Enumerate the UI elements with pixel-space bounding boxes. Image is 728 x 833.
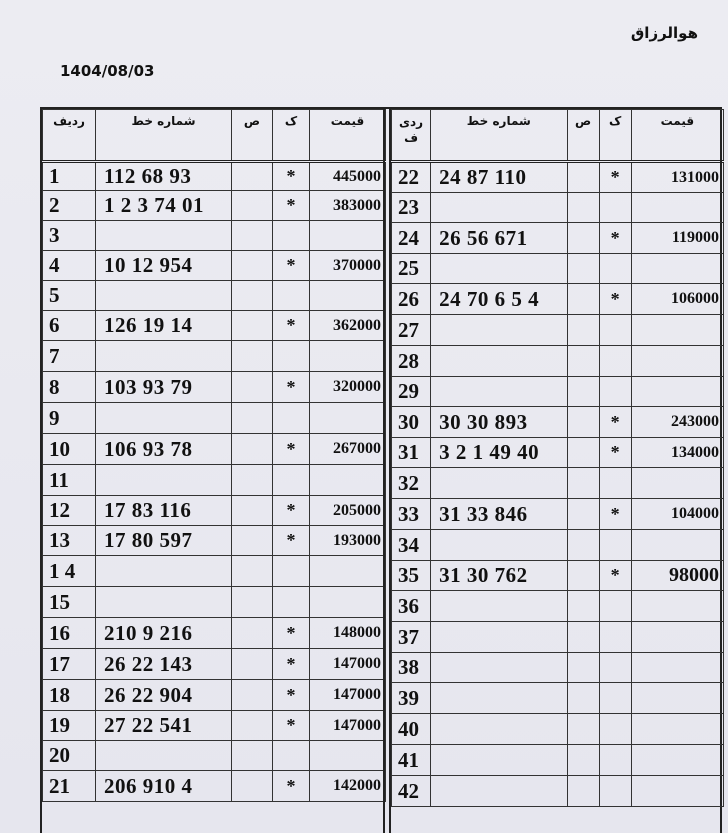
line-number-cell xyxy=(431,714,567,745)
line-number-cell xyxy=(431,377,567,407)
price-cell xyxy=(310,221,386,251)
price-cell: 106000 xyxy=(631,284,723,315)
k-mark-cell xyxy=(599,468,631,499)
row-number-cell: 16 xyxy=(43,618,96,649)
table-row xyxy=(392,776,724,807)
price-cell: 119000 xyxy=(631,223,723,254)
k-mark-cell xyxy=(599,653,631,683)
table-row xyxy=(392,561,724,591)
row-number-cell: 21 xyxy=(43,771,96,802)
line-number-cell xyxy=(96,341,232,372)
table-row xyxy=(43,771,386,802)
k-mark-cell: * xyxy=(599,162,631,193)
line-number-cell: 17 83 116 xyxy=(96,496,232,526)
line-number-cell xyxy=(431,193,567,223)
table-row xyxy=(392,622,724,653)
price-cell: 131000 xyxy=(631,162,723,193)
k-mark-cell: * xyxy=(599,407,631,438)
s-cell xyxy=(567,499,599,530)
table-row xyxy=(43,251,386,281)
row-number-cell: 33 xyxy=(392,499,431,530)
row-number-cell: 28 xyxy=(392,346,431,377)
line-number-cell xyxy=(431,776,567,807)
s-cell xyxy=(567,622,599,653)
s-cell xyxy=(567,776,599,807)
right-table xyxy=(391,109,724,807)
line-number-cell: 206 910 4 xyxy=(96,771,232,802)
price-cell: 142000 xyxy=(310,771,386,802)
row-number-cell: 1 xyxy=(43,162,96,191)
line-number-cell: 1 2 3 74 01 xyxy=(96,191,232,221)
s-cell xyxy=(232,649,273,680)
s-cell xyxy=(567,683,599,714)
table-row xyxy=(392,745,724,776)
row-number-cell: 9 xyxy=(43,403,96,434)
s-cell xyxy=(567,346,599,377)
s-cell xyxy=(567,561,599,591)
s-cell xyxy=(232,434,273,465)
table-row xyxy=(43,741,386,771)
price-cell xyxy=(310,741,386,771)
document-date: 1404/08/03 xyxy=(60,62,155,80)
k-mark-cell: * xyxy=(599,499,631,530)
price-cell xyxy=(631,346,723,377)
s-cell xyxy=(567,407,599,438)
k-mark-cell xyxy=(599,193,631,223)
line-number-cell: 17 80 597 xyxy=(96,526,232,556)
row-number-cell: 24 xyxy=(392,223,431,254)
row-number-cell: 17 xyxy=(43,649,96,680)
s-cell xyxy=(567,438,599,468)
price-cell xyxy=(631,377,723,407)
k-mark-cell xyxy=(599,377,631,407)
s-cell xyxy=(232,556,273,587)
line-number-cell xyxy=(431,745,567,776)
table-row xyxy=(392,407,724,438)
line-number-cell xyxy=(431,468,567,499)
ledger-table xyxy=(40,107,722,833)
table-row xyxy=(392,468,724,499)
s-cell xyxy=(232,251,273,281)
s-cell xyxy=(232,341,273,372)
row-number-cell: 26 xyxy=(392,284,431,315)
k-mark-cell xyxy=(273,465,310,496)
row-number-cell: 12 xyxy=(43,496,96,526)
row-number-cell: 4 xyxy=(43,251,96,281)
s-cell xyxy=(567,284,599,315)
price-cell xyxy=(631,193,723,223)
line-number-cell: 30 30 893 xyxy=(431,407,567,438)
right-header-row xyxy=(392,110,724,162)
k-mark-cell: * xyxy=(273,191,310,221)
row-number-cell: 3 xyxy=(43,221,96,251)
table-row xyxy=(392,315,724,346)
price-cell: 370000 xyxy=(310,251,386,281)
k-mark-cell xyxy=(273,587,310,618)
price-cell xyxy=(310,341,386,372)
k-mark-cell xyxy=(273,341,310,372)
row-number-cell: 10 xyxy=(43,434,96,465)
s-cell xyxy=(232,496,273,526)
s-cell xyxy=(232,771,273,802)
table-row xyxy=(43,372,386,403)
line-number-cell xyxy=(96,403,232,434)
table-row xyxy=(43,162,386,191)
row-number-cell: 20 xyxy=(43,741,96,771)
price-cell: 362000 xyxy=(310,311,386,341)
s-cell xyxy=(567,193,599,223)
table-row xyxy=(392,223,724,254)
s-cell xyxy=(567,745,599,776)
header-row-number: ردیف xyxy=(43,110,96,162)
row-number-cell: 29 xyxy=(392,377,431,407)
line-number-cell xyxy=(431,591,567,622)
row-number-cell: 25 xyxy=(392,254,431,284)
row-number-cell: 5 xyxy=(43,281,96,311)
price-cell: 147000 xyxy=(310,680,386,711)
left-table xyxy=(42,109,386,802)
table-row xyxy=(43,680,386,711)
row-number-cell: 7 xyxy=(43,341,96,372)
table-row xyxy=(43,281,386,311)
header-k-right: ک xyxy=(599,110,631,162)
row-number-cell: 8 xyxy=(43,372,96,403)
row-number-cell: 32 xyxy=(392,468,431,499)
table-row xyxy=(43,191,386,221)
price-cell xyxy=(631,653,723,683)
row-number-cell: 34 xyxy=(392,530,431,561)
line-number-cell: 112 68 93 xyxy=(96,162,232,191)
k-mark-cell xyxy=(273,281,310,311)
row-number-cell: 35 xyxy=(392,561,431,591)
price-cell: 147000 xyxy=(310,711,386,741)
table-row xyxy=(392,714,724,745)
price-cell xyxy=(631,776,723,807)
price-cell: 147000 xyxy=(310,649,386,680)
line-number-cell xyxy=(431,315,567,346)
row-number-cell: 31 xyxy=(392,438,431,468)
k-mark-cell: * xyxy=(273,680,310,711)
row-number-cell: 40 xyxy=(392,714,431,745)
k-mark-cell xyxy=(599,591,631,622)
k-mark-cell: * xyxy=(273,711,310,741)
line-number-cell xyxy=(431,653,567,683)
price-cell xyxy=(631,254,723,284)
line-number-cell: 126 19 14 xyxy=(96,311,232,341)
table-row xyxy=(43,711,386,741)
price-cell: 243000 xyxy=(631,407,723,438)
table-row xyxy=(392,284,724,315)
line-number-cell xyxy=(96,281,232,311)
k-mark-cell xyxy=(273,741,310,771)
price-cell xyxy=(631,714,723,745)
k-mark-cell: * xyxy=(599,561,631,591)
line-number-cell: 3 2 1 49 40 xyxy=(431,438,567,468)
price-cell xyxy=(631,745,723,776)
table-row xyxy=(43,434,386,465)
s-cell xyxy=(567,162,599,193)
s-cell xyxy=(232,465,273,496)
table-row xyxy=(43,311,386,341)
k-mark-cell xyxy=(599,346,631,377)
header-s: ص xyxy=(232,110,273,162)
price-cell: 148000 xyxy=(310,618,386,649)
price-cell xyxy=(310,556,386,587)
price-cell: 193000 xyxy=(310,526,386,556)
row-number-cell: 39 xyxy=(392,683,431,714)
table-row xyxy=(392,653,724,683)
s-cell xyxy=(232,618,273,649)
row-number-cell: 18 xyxy=(43,680,96,711)
s-cell xyxy=(232,281,273,311)
row-number-cell: 11 xyxy=(43,465,96,496)
table-row xyxy=(43,403,386,434)
s-cell xyxy=(232,372,273,403)
s-cell xyxy=(232,711,273,741)
table-row xyxy=(43,618,386,649)
table-row xyxy=(392,377,724,407)
line-number-cell xyxy=(96,556,232,587)
price-cell: 104000 xyxy=(631,499,723,530)
k-mark-cell: * xyxy=(273,649,310,680)
row-number-cell: 37 xyxy=(392,622,431,653)
price-cell xyxy=(310,281,386,311)
s-cell xyxy=(567,468,599,499)
row-number-cell: 13 xyxy=(43,526,96,556)
table-row xyxy=(43,526,386,556)
table-row xyxy=(43,587,386,618)
s-cell xyxy=(232,191,273,221)
price-cell xyxy=(631,530,723,561)
k-mark-cell: * xyxy=(599,223,631,254)
row-number-cell: 22 xyxy=(392,162,431,193)
s-cell xyxy=(567,591,599,622)
row-number-cell: 15 xyxy=(43,587,96,618)
s-cell xyxy=(232,526,273,556)
price-cell xyxy=(310,465,386,496)
table-row xyxy=(43,556,386,587)
line-number-cell xyxy=(431,622,567,653)
k-mark-cell xyxy=(273,556,310,587)
header-line-number-right: شماره خط xyxy=(431,110,567,162)
s-cell xyxy=(232,221,273,251)
s-cell xyxy=(232,162,273,191)
line-number-cell xyxy=(431,683,567,714)
k-mark-cell: * xyxy=(599,438,631,468)
header-title: هوالرزاق xyxy=(630,24,698,42)
line-number-cell: 24 70 6 5 4 xyxy=(431,284,567,315)
line-number-cell xyxy=(431,254,567,284)
s-cell xyxy=(567,254,599,284)
line-number-cell xyxy=(431,346,567,377)
k-mark-cell xyxy=(599,530,631,561)
line-number-cell: 26 22 143 xyxy=(96,649,232,680)
line-number-cell xyxy=(431,530,567,561)
k-mark-cell xyxy=(599,315,631,346)
table-row xyxy=(392,162,724,193)
k-mark-cell xyxy=(599,776,631,807)
header-row-number-right: ردی ف xyxy=(392,110,431,162)
ledger-right-panel xyxy=(391,109,724,833)
row-number-cell: 27 xyxy=(392,315,431,346)
price-cell: 267000 xyxy=(310,434,386,465)
k-mark-cell: * xyxy=(273,618,310,649)
row-number-cell: 23 xyxy=(392,193,431,223)
k-mark-cell xyxy=(599,683,631,714)
k-mark-cell xyxy=(599,622,631,653)
price-cell xyxy=(310,403,386,434)
k-mark-cell: * xyxy=(273,496,310,526)
price-cell: 98000 xyxy=(631,561,723,591)
price-cell xyxy=(631,468,723,499)
s-cell xyxy=(232,587,273,618)
k-mark-cell: * xyxy=(273,771,310,802)
price-cell: 383000 xyxy=(310,191,386,221)
line-number-cell xyxy=(96,587,232,618)
s-cell xyxy=(567,315,599,346)
row-number-cell: 2 xyxy=(43,191,96,221)
ledger-left-panel xyxy=(42,109,385,833)
price-cell xyxy=(631,683,723,714)
line-number-cell: 31 30 762 xyxy=(431,561,567,591)
row-number-cell: 38 xyxy=(392,653,431,683)
header-k: ک xyxy=(273,110,310,162)
header-s-right: ص xyxy=(567,110,599,162)
k-mark-cell: * xyxy=(599,284,631,315)
price-cell xyxy=(631,622,723,653)
row-number-cell: 36 xyxy=(392,591,431,622)
table-row xyxy=(392,346,724,377)
s-cell xyxy=(232,311,273,341)
header-line-number: شماره خط xyxy=(96,110,232,162)
line-number-cell: 210 9 216 xyxy=(96,618,232,649)
s-cell xyxy=(567,714,599,745)
k-mark-cell: * xyxy=(273,526,310,556)
row-number-cell: 30 xyxy=(392,407,431,438)
line-number-cell: 24 87 110 xyxy=(431,162,567,193)
table-row xyxy=(392,591,724,622)
row-number-cell: 1 4 xyxy=(43,556,96,587)
price-cell xyxy=(310,587,386,618)
table-row xyxy=(43,649,386,680)
s-cell xyxy=(567,653,599,683)
k-mark-cell: * xyxy=(273,434,310,465)
table-row xyxy=(43,465,386,496)
k-mark-cell: * xyxy=(273,311,310,341)
table-row xyxy=(392,193,724,223)
table-row xyxy=(43,341,386,372)
line-number-cell xyxy=(96,465,232,496)
line-number-cell xyxy=(96,221,232,251)
line-number-cell: 26 56 671 xyxy=(431,223,567,254)
k-mark-cell: * xyxy=(273,162,310,191)
k-mark-cell xyxy=(599,254,631,284)
table-row xyxy=(43,221,386,251)
line-number-cell xyxy=(96,741,232,771)
k-mark-cell: * xyxy=(273,251,310,281)
line-number-cell: 10 12 954 xyxy=(96,251,232,281)
line-number-cell: 27 22 541 xyxy=(96,711,232,741)
k-mark-cell: * xyxy=(273,372,310,403)
left-header-row xyxy=(43,110,386,162)
table-row xyxy=(392,683,724,714)
table-row xyxy=(392,499,724,530)
line-number-cell: 31 33 846 xyxy=(431,499,567,530)
line-number-cell: 106 93 78 xyxy=(96,434,232,465)
k-mark-cell xyxy=(599,714,631,745)
row-number-cell: 6 xyxy=(43,311,96,341)
price-cell: 134000 xyxy=(631,438,723,468)
table-row xyxy=(392,530,724,561)
s-cell xyxy=(232,741,273,771)
price-cell: 320000 xyxy=(310,372,386,403)
panel-separator xyxy=(383,109,391,833)
price-cell: 205000 xyxy=(310,496,386,526)
header-price-right: قیمت xyxy=(631,110,723,162)
s-cell xyxy=(567,223,599,254)
price-cell xyxy=(631,591,723,622)
row-number-cell: 42 xyxy=(392,776,431,807)
s-cell xyxy=(232,403,273,434)
row-number-cell: 19 xyxy=(43,711,96,741)
s-cell xyxy=(567,377,599,407)
price-cell xyxy=(631,315,723,346)
line-number-cell: 26 22 904 xyxy=(96,680,232,711)
line-number-cell: 103 93 79 xyxy=(96,372,232,403)
table-row xyxy=(392,438,724,468)
k-mark-cell xyxy=(273,221,310,251)
row-number-cell: 41 xyxy=(392,745,431,776)
price-cell: 445000 xyxy=(310,162,386,191)
table-row xyxy=(392,254,724,284)
header-price: قیمت xyxy=(310,110,386,162)
k-mark-cell xyxy=(599,745,631,776)
k-mark-cell xyxy=(273,403,310,434)
s-cell xyxy=(567,530,599,561)
table-row xyxy=(43,496,386,526)
s-cell xyxy=(232,680,273,711)
